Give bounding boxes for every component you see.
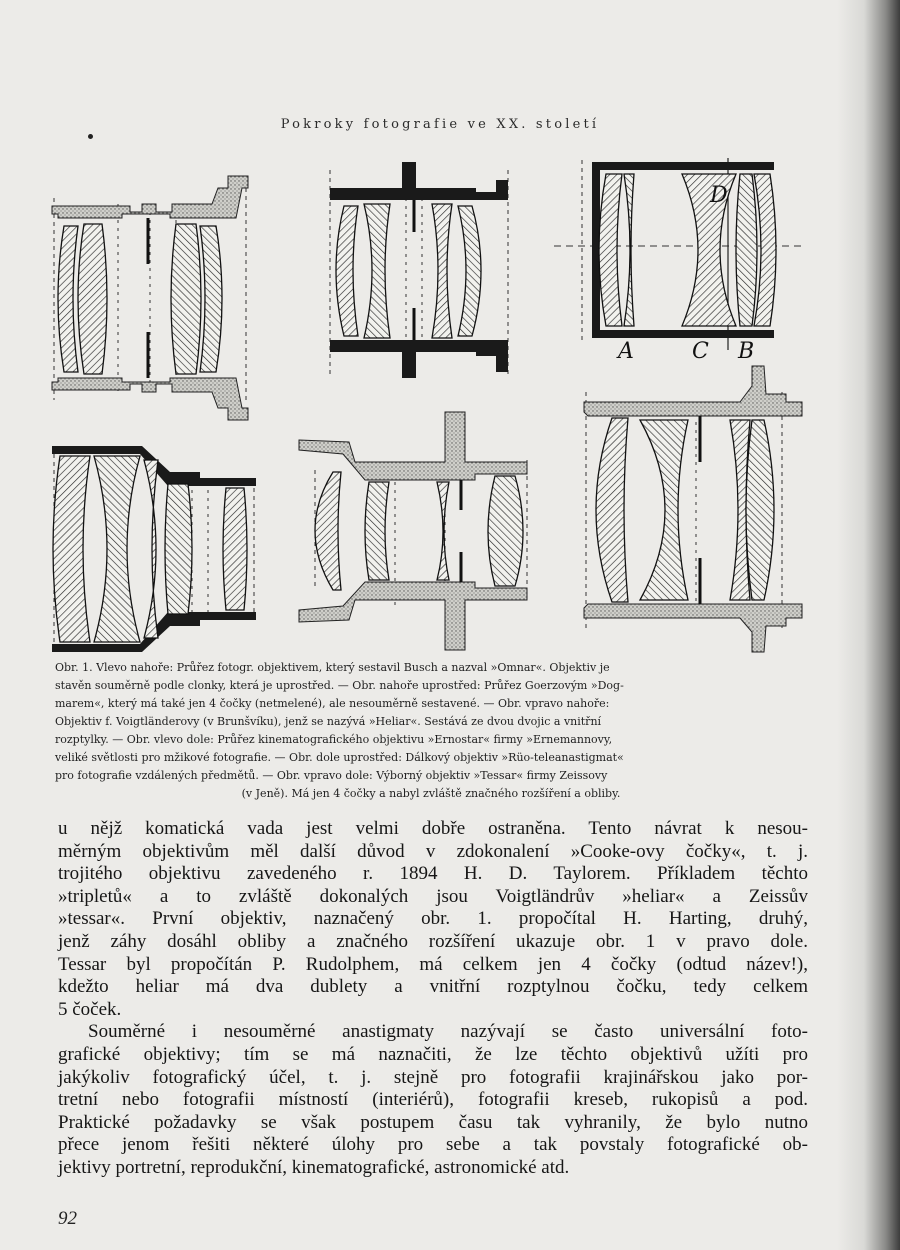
text-line: Praktické požadavky se však postupem času tak vyhranily, že bylo nutno xyxy=(58,1111,808,1133)
text-line: »tessar«. První objektiv, naznačený obr. 1. propočítal H. Harting, druhý, xyxy=(58,908,808,930)
figure-label-c: C xyxy=(692,339,709,364)
text-line: jenž záhy dosáhl obliby a značného rozšíření ukazuje obr. 1 v pravo dole. xyxy=(58,930,808,952)
text-line: »tripletů« a to zvláště dokonalých jsou Voigtländrův »heliar« a Zeissův xyxy=(58,885,808,907)
caption-line: Obr. 1. Vlevo nahoře: Průřez fotogr. objektivem, který sestavil Busch a nazval »Omnar«. Objektiv je xyxy=(55,661,610,674)
figure-caption xyxy=(55,659,807,803)
text-line: přece jenom řešiti některé úlohy pro sebe a tak povstaly fotografické ob- xyxy=(58,1134,808,1156)
text-line: jakýkoliv fotografický účel, t. j. stejně pro fotografii krajinářskou jako por- xyxy=(58,1066,808,1088)
text-line: měrným objektivům měl další důvod v zdokonalení »Cooke-ovy čočky«, t. j. xyxy=(58,840,808,862)
figure-label-a: A xyxy=(618,339,634,364)
text-line: trojitého objektivu zavedeného r. 1894 H. D. Taylorem. Příkladem těchto xyxy=(58,863,808,885)
caption-line: stavěn souměrně podle clonky, která je uprostřed. — Obr. nahoře uprostřed: Průřez Goerzovým »Dog- xyxy=(55,679,624,692)
caption-line: rozptylky. — Obr. vlevo dole: Průřez kinematografického objektivu »Ernostar« firmy »Ernemannovy, xyxy=(55,733,613,746)
text-line: grafické objektivy; tím se má naznačiti, že lze těchto objektivů užíti pro xyxy=(58,1043,808,1065)
page-number: 92 xyxy=(58,1208,77,1229)
text-line: tretní nebo fotografii místností (interiérů), fotografii kreseb, rukopisů a pod. xyxy=(58,1089,808,1111)
caption-line: pro fotografie vzdálených předmětů. — Obr. vpravo dole: Výborný objektiv »Tessar« firmy Zeissovy xyxy=(55,769,608,782)
lens-diagram-teleanastigmat xyxy=(295,410,535,654)
text-line: Tessar byl propočítán P. Rudolphem, má celkem jen 4 čočky (odtud název!), xyxy=(58,953,808,975)
lens-diagram-dogmar xyxy=(326,160,516,382)
figure-label-d: D xyxy=(710,183,728,208)
caption-line: marem«, který má také jen 4 čočky (netmelené), ale nesouměrně sestavené. — Obr. vpravo nahoře: xyxy=(55,697,610,710)
lens-diagram-ernostar xyxy=(50,442,262,656)
body-text xyxy=(58,818,808,1180)
text-line: jektivy portretní, reprodukční, kinematografické, astronomické atd. xyxy=(58,1156,570,1178)
text-line: kdežto heliar má dva dublety a vnitřní rozptylnou čočku, tedy celkem xyxy=(58,976,808,998)
lens-diagram-omnar xyxy=(50,168,260,440)
lens-diagram-heliar xyxy=(552,154,808,354)
caption-line: Objektiv f. Voigtländerovy (v Brunšvíku), jenž se nazývá »Heliar«. Sestává ze dvou dvojic a vnitřní xyxy=(55,715,602,728)
running-head: Pokroky fotografie ve XX. století xyxy=(280,117,600,132)
caption-line: (v Jeně). Má jen 4 čočky a nabyl zvláště značného rozšíření a obliby. xyxy=(241,787,621,800)
caption-line: veliké světlosti pro mžikové fotografie. — Obr. dole uprostřed: Dálkový objektiv »Rüo-teleanastigmat« xyxy=(55,751,624,764)
printed-dot xyxy=(88,134,93,139)
text-line: Souměrné i nesouměrné anastigmaty nazývají se často universální foto- xyxy=(88,1021,808,1043)
paragraph-2 xyxy=(58,1021,808,1179)
text-line: u nějž komatická vada jest velmi dobře ostraněna. Tento návrat k nesou- xyxy=(58,818,808,839)
paragraph-1 xyxy=(58,818,808,1021)
text-line: 5 čoček. xyxy=(58,998,122,1020)
figure-label-b: B xyxy=(738,339,755,364)
lens-diagram-tessar xyxy=(580,362,812,656)
